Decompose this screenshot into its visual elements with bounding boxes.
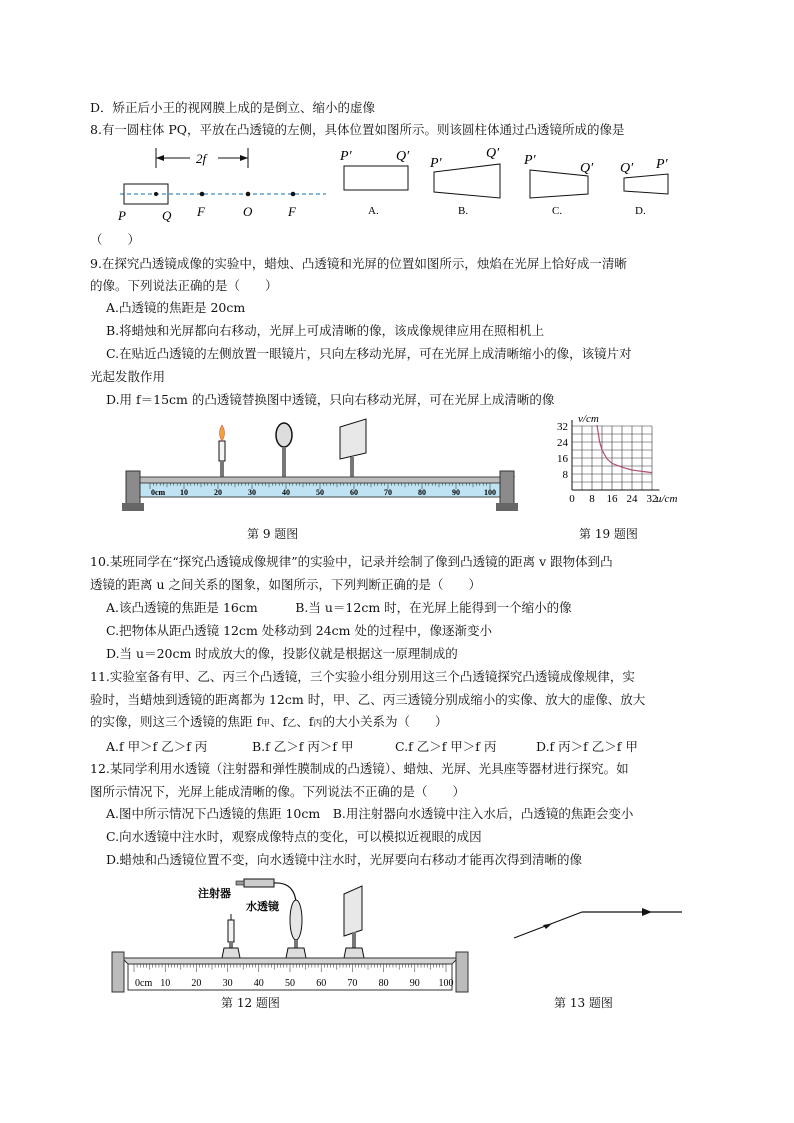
ruler-label: 100	[484, 488, 496, 497]
ruler-label: 0cm	[135, 978, 153, 989]
svg-text:Q′: Q′	[396, 149, 410, 164]
ruler-label: 30	[248, 488, 256, 497]
q12-option-d: D.蜡烛和凸透镜位置不变，向水透镜中注水时，光屏要向右移动才能再次得到清晰的像	[106, 852, 583, 867]
x-tick-label: 24	[626, 493, 638, 505]
q9-option-c-2: 光起发散作用	[90, 369, 166, 384]
q10-stem-1: 10.某班同学在“探究凸透镜成像规律”的实验中，记录并绘制了像到凸透镜的距离 v 跟物体到凸	[90, 554, 613, 569]
ruler-label: 90	[409, 978, 420, 989]
ruler-label: 0cm	[151, 488, 166, 497]
q9-stem-1: 9.在探究凸透镜成像的实验中，蜡烛、凸透镜和光屏的位置如图所示，烛焰在光屏上恰好成一清晰	[90, 256, 627, 271]
q13-light-ray	[510, 898, 690, 944]
ruler-label: 70	[347, 978, 358, 989]
ruler-label: 40	[253, 978, 264, 989]
ruler-label: 20	[214, 488, 222, 497]
q11-stem-1: 11.实验室备有甲、乙、丙三个凸透镜，三个实验小组分别用这三个凸透镜探究凸透镜成像规律，实	[90, 669, 635, 684]
q12-stem-2: 图所示情况下，光屏上能成清晰的像。下列说法不正确的是（ ）	[90, 784, 466, 799]
ruler-label: 50	[285, 978, 295, 989]
ruler-label: 60	[316, 978, 327, 989]
q8-figure	[100, 140, 690, 230]
q19-caption: 第 19 题图	[579, 527, 638, 541]
v-u-curve	[597, 425, 652, 473]
y-tick-label: 8	[562, 469, 568, 481]
q8-stem: 8.有一圆柱体 PQ，平放在凸透镜的左侧，具体位置如图所示。则该圆柱体通过凸透镜所成的像是	[90, 122, 625, 137]
option-a-shape	[344, 166, 408, 190]
q12-option-ab: A.图中所示情况下凸透镜的焦距 10cm B.用注射器向水透镜中注入水后，凸透镜的焦距会变小	[106, 806, 634, 821]
q12-option-c: C.向水透镜中注水时，观察成像特点的变化，可以模拟近视眼的成因	[106, 829, 482, 844]
q12-caption: 第 12 题图	[221, 996, 280, 1010]
q19-chart	[540, 410, 700, 528]
ruler-label: 50	[316, 488, 324, 497]
option-a-label: A.	[368, 205, 379, 217]
y-tick-label: 16	[557, 453, 568, 465]
q11-option-d: D.f 丙＞f 乙＞f 甲	[536, 739, 638, 754]
svg-text:P′: P′	[340, 149, 352, 164]
svg-text:Q′: Q′	[486, 146, 500, 161]
label-o: O	[243, 204, 253, 219]
svg-text:P′: P′	[524, 153, 536, 168]
q10-option-ab: A.该凸透镜的焦距是 16cm B.当 u＝12cm 时，在光屏上能得到一个缩小的像	[106, 600, 572, 615]
option-d-label: D.	[635, 205, 646, 217]
ruler-label: 60	[350, 488, 358, 497]
label-p: P	[118, 208, 126, 223]
svg-text:Q′: Q′	[580, 161, 594, 176]
q10-option-c: C.把物体从距凸透镜 12cm 处移动到 24cm 处的过程中，像逐渐变小	[106, 623, 493, 638]
ruler-label: 10	[180, 488, 188, 497]
ruler-label: 80	[418, 488, 426, 497]
svg-text:Q′: Q′	[620, 161, 634, 176]
y-tick-label: 32	[557, 421, 568, 433]
ruler-label: 80	[378, 978, 389, 989]
two-f-label: 2f	[196, 151, 207, 166]
q9-option-d: D.用 f＝15cm 的凸透镜替换图中透镜，只向右移动光屏，可在光屏上成清晰的像	[106, 392, 555, 407]
x-tick-label: 8	[589, 493, 595, 505]
ruler-label: 40	[282, 488, 290, 497]
y-axis-label: v/cm	[578, 413, 599, 425]
ruler-label: 30	[222, 978, 233, 989]
q9-optical-bench	[122, 415, 522, 515]
q9-option-a: A.凸透镜的焦距是 20cm	[106, 300, 246, 315]
q11-stem-2: 验时，当蜡烛到透镜的距离都为 12cm 时，甲、乙、丙三透镜分别成缩小的实像、放大的虚像、放大	[90, 692, 646, 707]
label-q: Q	[162, 208, 172, 223]
q9-option-b: B.将蜡烛和光屏都向右移动，光屏上可成清晰的像，该成像规律应用在照相机上	[106, 323, 545, 338]
q7-option-d: D．矫正后小王的视网膜上成的是倒立、缩小的虚像	[90, 100, 376, 115]
option-d-shape	[624, 174, 668, 194]
q11-stem-3: 的实像，则这三个透镜的焦距 f甲、f乙、f丙的大小关系为（ ）	[90, 714, 448, 729]
q12-optical-bench	[106, 872, 472, 997]
y-tick-label: 24	[557, 437, 568, 449]
q9-caption: 第 9 题图	[247, 527, 299, 541]
q11-option-a: A.f 甲＞f 乙＞f 丙	[106, 739, 208, 754]
q10-stem-2: 透镜的距离 u 之间关系的图象，如图所示，下列判断正确的是（ ）	[90, 577, 481, 592]
option-c-label: C.	[552, 205, 563, 217]
ruler-label: 90	[452, 488, 460, 497]
q9-option-c-1: C.在贴近凸透镜的左侧放置一眼镜片，只向左移动光屏，可在光屏上成清晰缩小的像，该镜片对	[106, 346, 632, 361]
option-b-shape	[434, 164, 500, 198]
x-tick-label: 16	[606, 493, 618, 505]
label-f1: F	[197, 204, 205, 219]
q10-option-d: D.当 u＝20cm 时成放大的像，投影仪就是根据这一原理制成的	[106, 646, 458, 661]
ruler-label: 70	[384, 488, 392, 497]
q8-answer-blank: （ ）	[90, 232, 141, 247]
x-axis-label: u/cm	[656, 493, 678, 505]
q11-option-c: C.f 乙＞f 甲＞f 丙	[395, 739, 497, 754]
q9-stem-2: 的像。下列说法正确的是（ ）	[90, 278, 278, 293]
svg-text:P′: P′	[656, 157, 668, 172]
option-b-label: B.	[458, 205, 469, 217]
syringe-label: 注射器	[198, 888, 231, 900]
q11-option-b: B.f 乙＞f 丙＞f 甲	[252, 739, 354, 754]
water-lens-label: 水透镜	[246, 901, 279, 913]
svg-text:P′: P′	[430, 156, 442, 171]
ruler-label: 10	[160, 978, 171, 989]
x-tick-label: 32	[646, 493, 658, 505]
x-tick-label: 0	[569, 493, 575, 505]
q13-caption: 第 13 题图	[554, 996, 613, 1010]
label-f2: F	[288, 204, 296, 219]
q12-stem-1: 12.某同学利用水透镜（注射器和弹性膜制成的凸透镜）、蜡烛、光屏、光具座等器材进行探究。如	[90, 761, 629, 776]
ruler-label: 100	[438, 978, 454, 989]
ruler-label: 20	[191, 978, 202, 989]
